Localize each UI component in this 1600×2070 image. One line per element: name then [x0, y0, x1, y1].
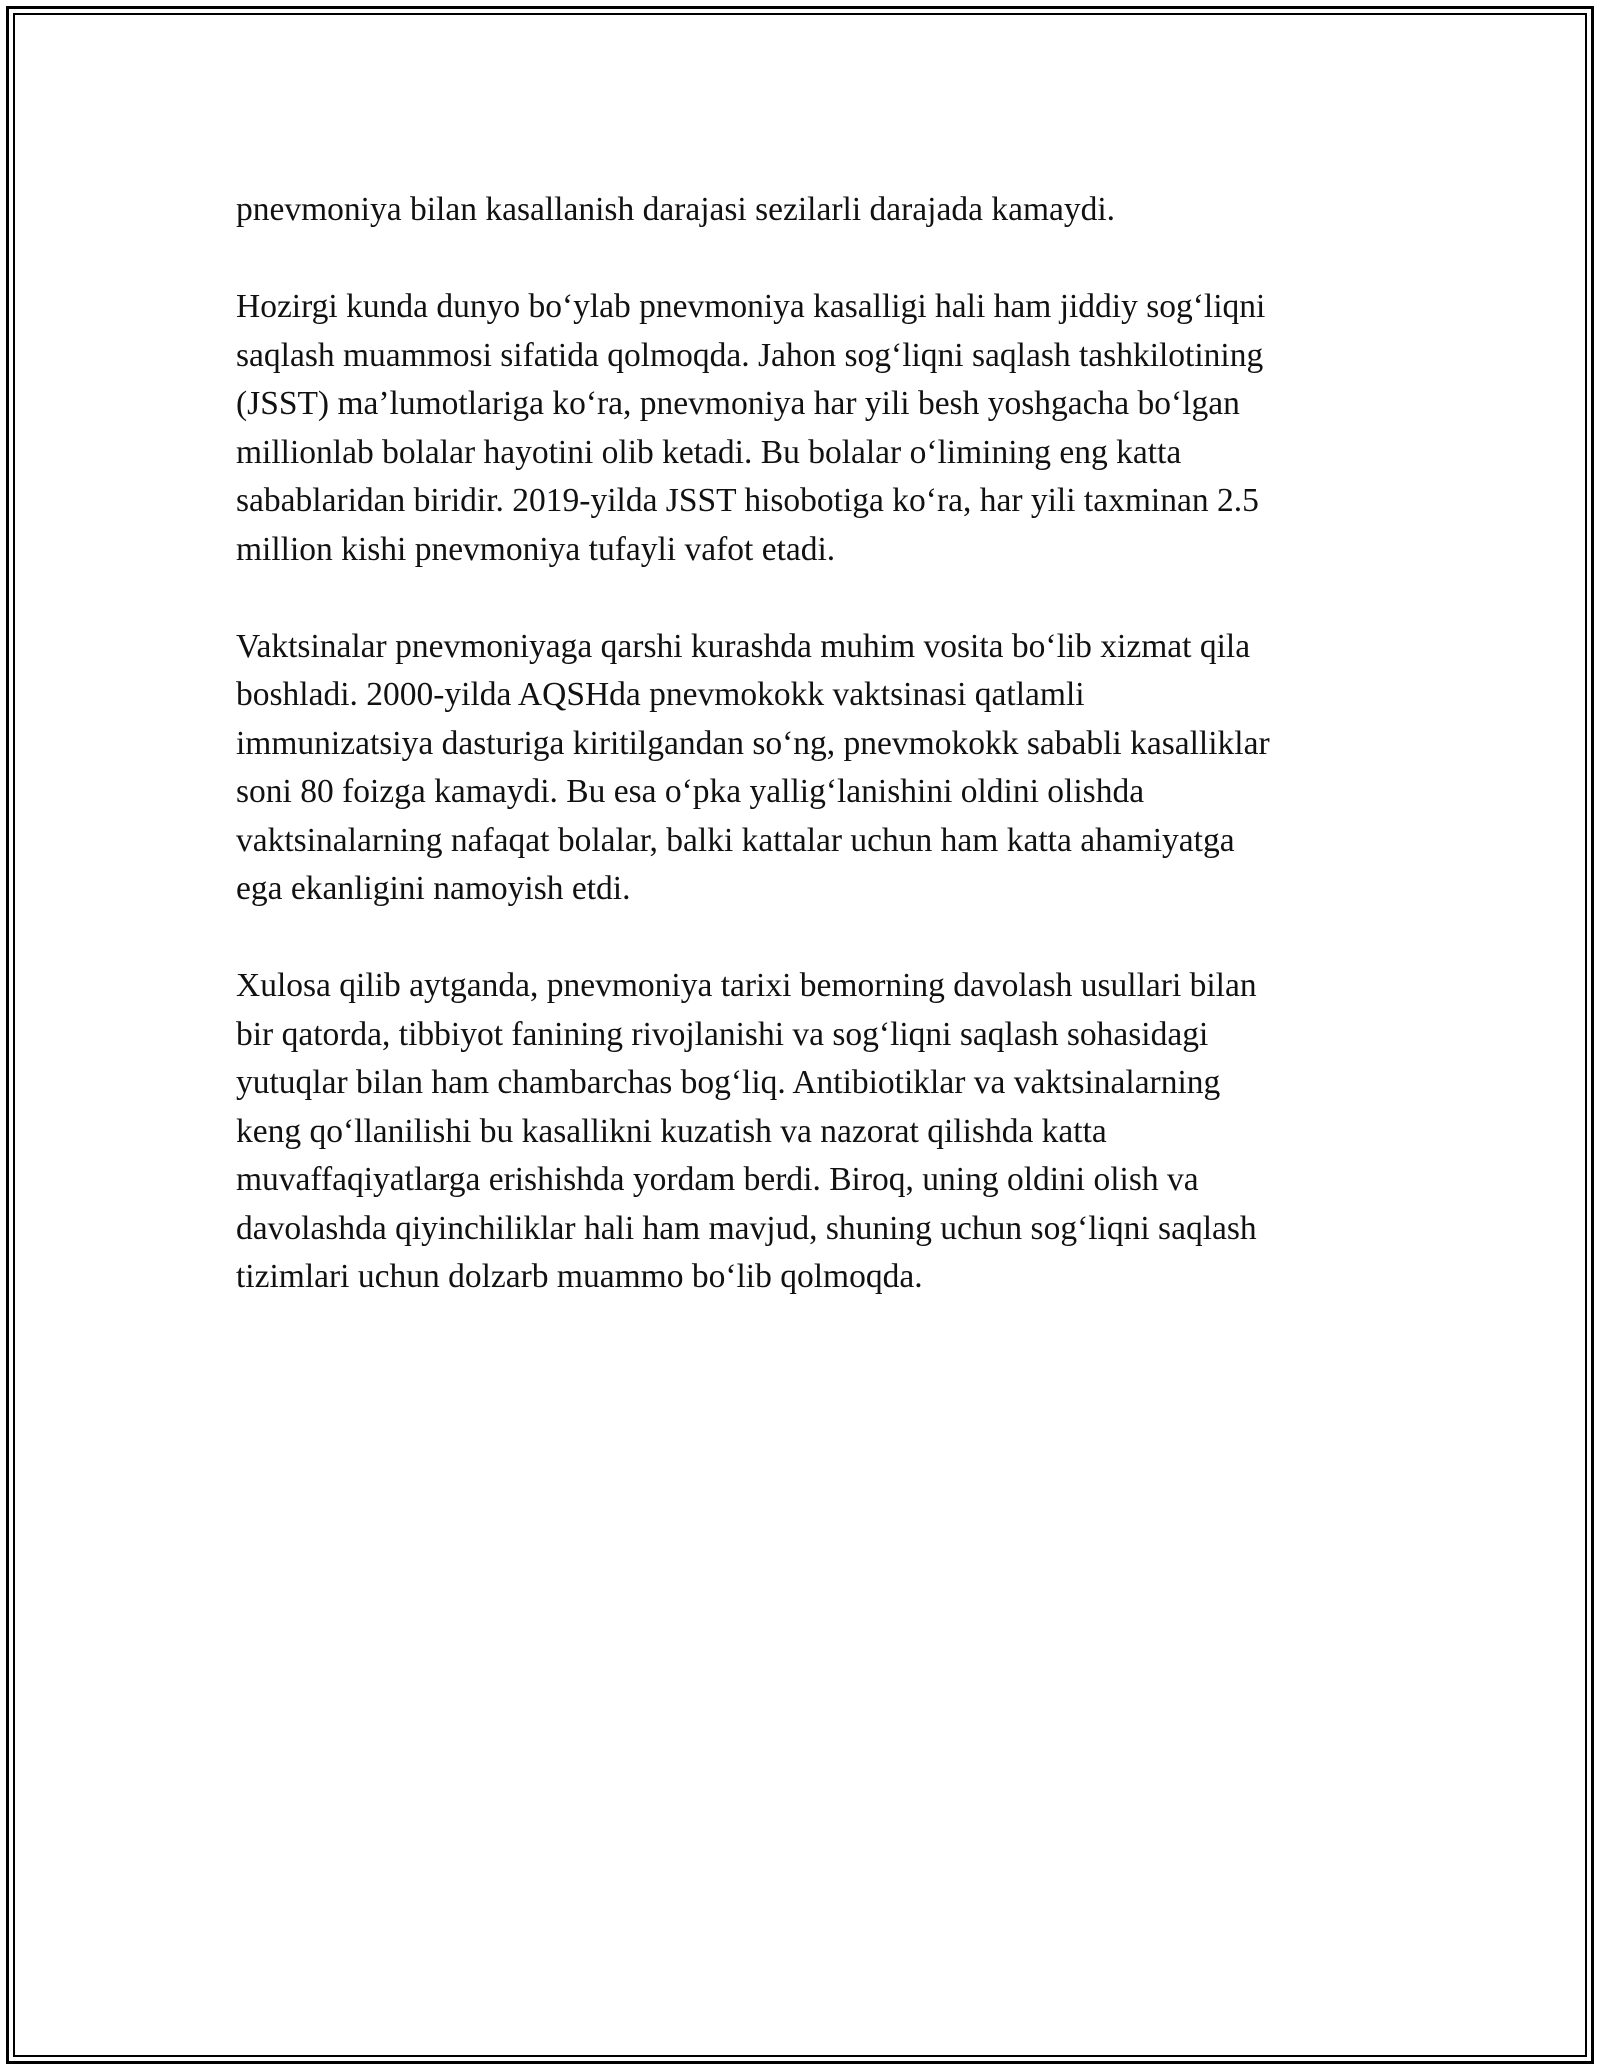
text-line: boshladi. 2000-yilda AQSHda pnevmokokk vaktsinasi qatlamli: [236, 676, 1085, 713]
text-line: muvaffaqiyatlarga erishishda yordam berdi. Biroq, uning oldini olish va: [236, 1161, 1199, 1198]
paragraph-4: [236, 962, 1396, 1302]
text-line: vaktsinalarning nafaqat bolalar, balki kattalar uchun ham katta ahamiyatga: [236, 821, 1235, 859]
text-line: (JSST) ma’lumotlariga ko‘ra, pnevmoniya har yili besh yoshgacha bo‘lgan: [236, 385, 1240, 422]
text-line: Hozirgi kunda dunyo bo‘ylab pnevmoniya kasalligi hali ham jiddiy sog‘liqni: [236, 288, 1266, 325]
text-line: yutuqlar bilan ham chambarchas bog‘liq. Antibiotiklar va vaktsinalarning: [236, 1064, 1221, 1101]
text-line: davolashda qiyinchiliklar hali ham mavjud, shuning uchun sog‘liqni saqlash: [236, 1209, 1257, 1247]
text-line: immunizatsiya dasturiga kiritilgandan so‘ng, pnevmokokk sababli kasalliklar: [236, 724, 1270, 762]
text-line: ega ekanligini namoyish etdi.: [236, 870, 631, 907]
text-line: tizimlari uchun dolzarb muammo bo‘lib qolmoqda.: [236, 1258, 923, 1295]
paragraph-1: [236, 186, 1396, 235]
paragraph-3: [236, 623, 1396, 914]
text-line: keng qo‘llanilishi bu kasallikni kuzatish va nazorat qilishda katta: [236, 1112, 1107, 1150]
text-line: million kishi pnevmoniya tufayli vafot etadi.: [236, 530, 836, 568]
text-line: millionlab bolalar hayotini olib ketadi. Bu bolalar o‘limining eng katta: [236, 433, 1182, 471]
text-line: bir qatorda, tibbiyot fanining rivojlanishi va sog‘liqni saqlash sohasidagi: [236, 1015, 1209, 1053]
paragraph-2: [236, 283, 1396, 574]
text-line: Xulosa qilib aytganda, pnevmoniya tarixi bemorning davolash usullari bilan: [236, 967, 1257, 1004]
text-line: sabablaridan biridir. 2019-yilda JSST hisobotiga ko‘ra, har yili taxminan 2.5: [236, 482, 1259, 519]
text-line: saqlash muammosi sifatida qolmoqda. Jahon sog‘liqni saqlash tashkilotining: [236, 336, 1264, 374]
document-body: [236, 186, 1396, 1302]
text-line: pnevmoniya bilan kasallanish darajasi sezilarli darajada kamaydi.: [236, 191, 1116, 228]
text-line: Vaktsinalar pnevmoniyaga qarshi kurashda muhim vosita bo‘lib xizmat qila: [236, 627, 1251, 665]
text-line: soni 80 foizga kamaydi. Bu esa o‘pka yallig‘lanishini oldini olishda: [236, 773, 1145, 810]
